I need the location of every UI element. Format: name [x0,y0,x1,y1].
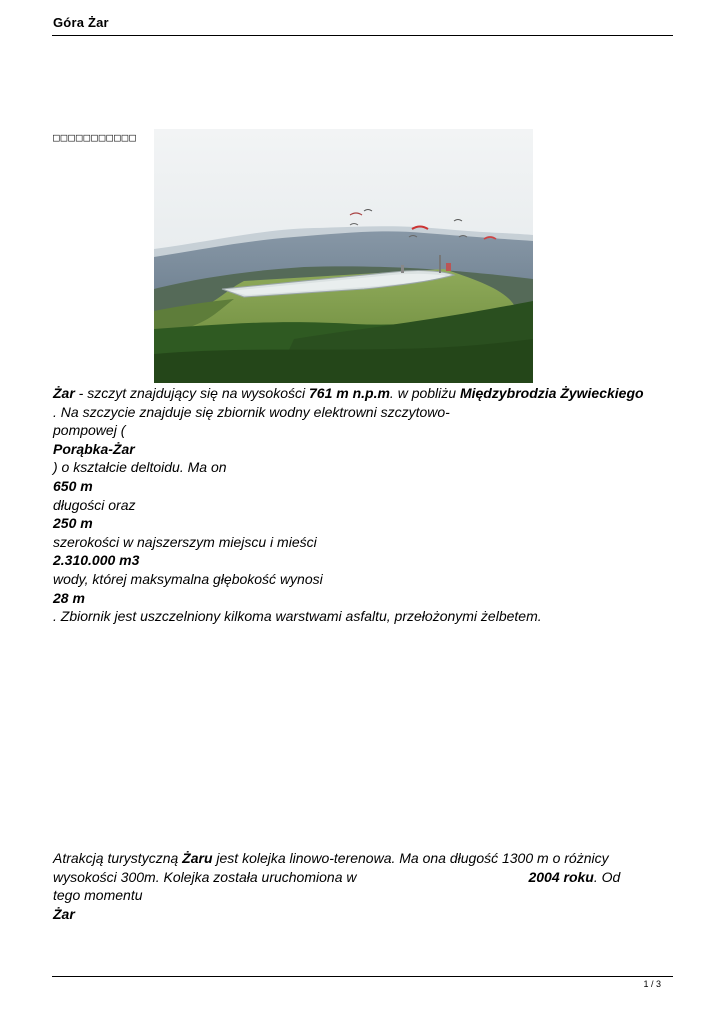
p1-line-3: pompowej ( [53,422,126,439]
mountain-reservoir-photo [154,129,533,383]
term-zar: Żar [53,385,75,401]
term-altitude: 761 m n.p.m [309,385,390,401]
p2-text: jest kolejka linowo-terenowa. Ma ona długość 1300 m o różnicy [212,850,609,866]
footer-rule [52,976,673,977]
term-length: 650 m [53,477,93,494]
page-header-title: Góra Żar [53,15,109,30]
term-porabka-zar: Porąbka-Żar [53,440,135,457]
p2-line-3: tego momentu [53,887,143,904]
missing-glyph-placeholder: □□□□□□□□□□□ [53,131,137,144]
p1-line-1 [53,384,678,403]
term-width: 250 m [53,515,93,532]
paragraph-zar-description [53,384,678,626]
term-miedzybrodzie: Międzybrodzia Żywieckiego [459,385,644,401]
p1-line-9: szerokości w najszerszym miejscu i mieści [53,533,317,550]
term-zar-end: Żar [53,905,75,922]
term-year: 2004 roku [528,868,594,885]
p2-line-1 [53,849,678,868]
p1-text: . w pobliżu [389,385,460,401]
term-depth: 28 m [53,589,85,606]
p1-line-2: . Na szczycie znajduje się zbiornik wodny elektrowni szczytowo- [53,403,450,420]
p1-line-5: ) o kształcie deltoidu. Ma on [53,459,227,476]
term-volume: 2.310.000 m3 [53,552,140,569]
term-zaru: Żaru [182,850,213,866]
p1-text: - szczyt znajdujący się na wysokości [74,385,309,401]
p1-line-13: . Zbiornik jest uszczelniony kilkoma warstwami asfaltu, przełożonymi żelbetem. [53,608,542,625]
p2-text: wysokości 300m. Kolejka została uruchomiona w [53,868,357,885]
p1-line-11: wody, której maksymalna głębokość wynosi [53,570,323,587]
p2-text: . Od [593,868,621,885]
p2-text: Atrakcją turystyczną [53,850,183,866]
header-rule [52,35,673,36]
p2-line-2 [53,868,678,887]
paragraph-cable-railway [53,849,678,923]
page-number: 1 / 3 [643,979,661,989]
p1-line-7: długości oraz [53,496,136,513]
